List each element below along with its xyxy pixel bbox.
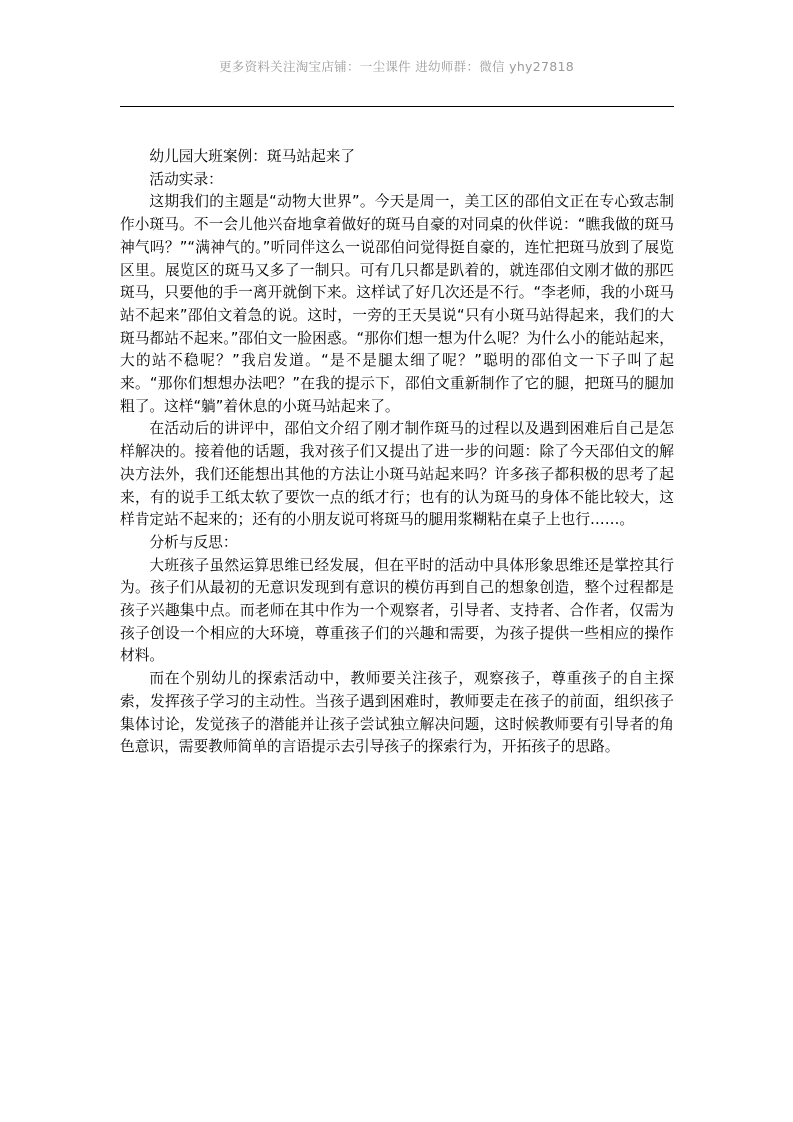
paragraph-analysis-1: 大班孩子虽然运算思维已经发展，但在平时的活动中具体形象思维还是掌控其行为。孩子们从最初的无意识发现到有意识的模仿再到自己的想象创造，整个过程都是孩子兴趣集中点。而老师在其中作为一个观察者，引导者、支持者、合作者，仅需为孩子创设一个相应的大环境，尊重孩子们的兴趣和需要，为孩子提供一些相应的操作材料。 <box>120 556 674 665</box>
section-heading-analysis: 分析与反思： <box>149 533 238 551</box>
paragraph-activity-story: 这期我们的主题是“动物大世界”。今天是周一，美工区的邵伯文正在专心致志制作小斑马。不一会儿他兴奋地拿着做好的斑马自豪的对同桌的伙伴说：“瞧我做的斑马神气吗？”“满神气的。”听同伴这么一说邵伯问觉得挺自豪的，连忙把斑马放到了展览区里。展览区的斑马又多了一制只。可有几只都是趴着的，就连邵伯文刚才做的那匹斑马，只要他的手一离开就倒下来。这样试了好几次还是不行。“李老师，我的小斑马站不起来”邵伯文着急的说。这时，一旁的王天昊说“只有小斑马站得起来，我们的大斑马都站不起来。”邵伯文一脸困惑。“那你们想一想为什么呢？为什么小的能站起来，大的站不稳呢？”我启发道。“是不是腿太细了呢？”聪明的邵伯文一下子叫了起来。“那你们想想办法吧？”在我的提示下，邵伯文重新制作了它的腿，把斑马的腿加粗了。这样“躺”着休息的小斑马站起来了。 <box>120 193 674 415</box>
paragraph-analysis-2: 而在个别幼儿的探索活动中，教师要关注孩子，观察孩子，尊重孩子的自主探索，发挥孩子学习的主动性。当孩子遇到困难时，教师要走在孩子的前面，组织孩子集体讨论，发觉孩子的潜能并让孩子尝试独立解决问题，这时候教师要有引导者的角色意识，需要教师简单的言语提示去引导孩子的探索行为，开拓孩子的思路。 <box>120 670 674 756</box>
document-title: 幼儿园大班案例：斑马站起来了 <box>149 148 356 165</box>
paragraph-review-discussion: 在活动后的讲评中，邵伯文介绍了刚才制作斑马的过程以及遇到困难后自己是怎样解决的。接着他的话题，我对孩子们又提出了进一步的问题：除了今天邵伯文的解决方法外，我们还能想出其他的方法让小斑马站起来吗？许多孩子都积极的思考了起来，有的说手工纸太软了要饮一点的纸才行；也有的认为斑马的身体不能比较大，这样肯定站不起来的；还有的小朋友说可将斑马的腿用浆糊粘在桌子上也行……。 <box>120 420 674 529</box>
header-divider <box>120 106 674 107</box>
page-header-notice: 更多资料关注淘宝店铺：一尘课件 进幼师群：微信 yhy27818 <box>218 59 575 74</box>
document-body <box>120 146 674 759</box>
section-heading-activity-record: 活动实录： <box>149 170 223 188</box>
